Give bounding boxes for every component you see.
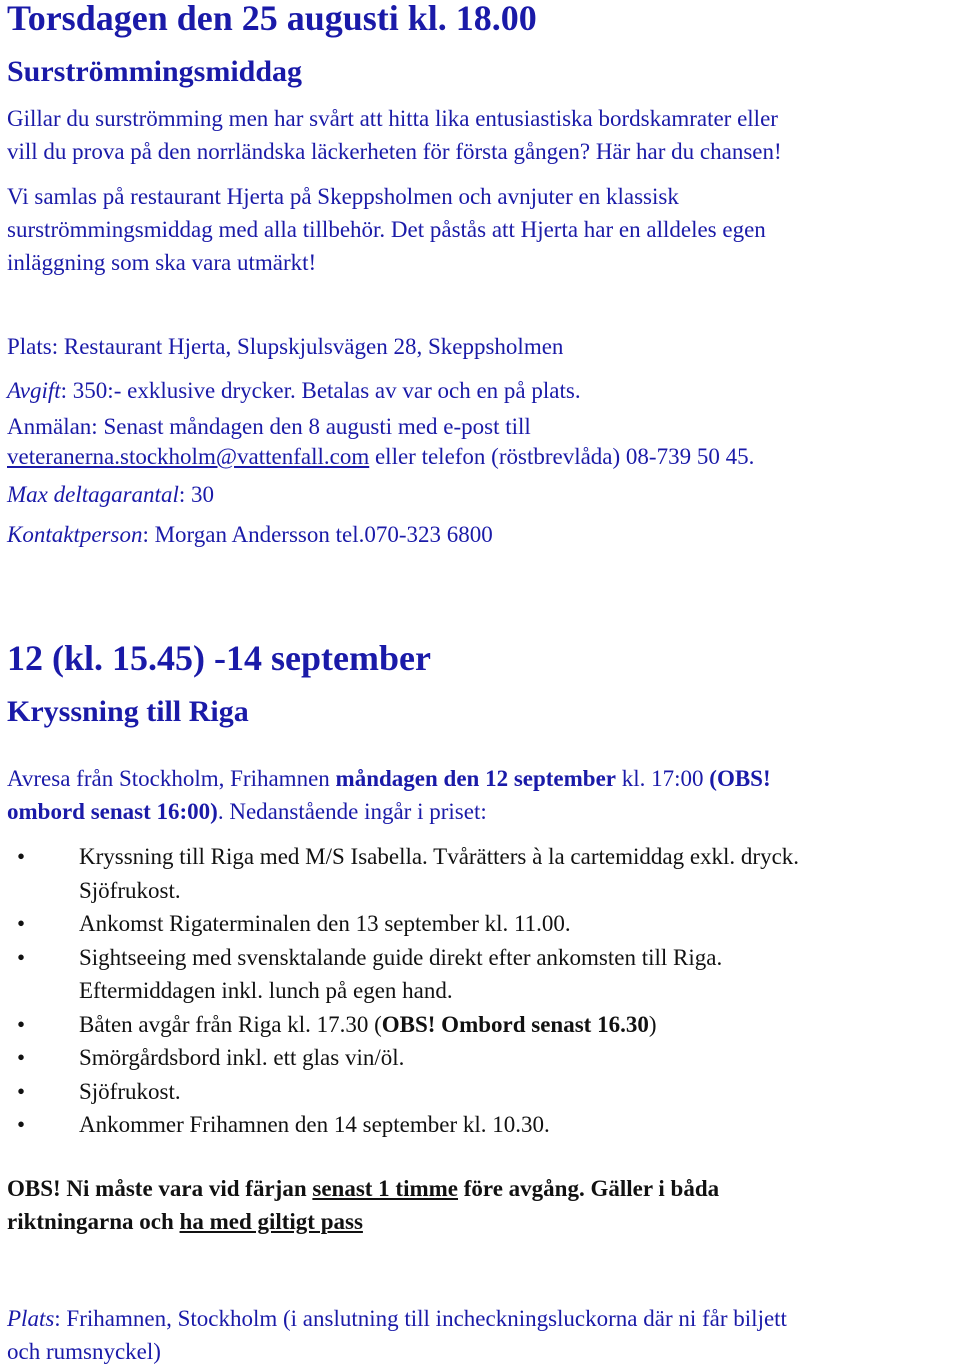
plats-label: Plats: xyxy=(7,334,59,359)
event2-intro xyxy=(7,762,771,828)
anmalan-value: Senast måndagen den 8 augusti med e-post till xyxy=(97,414,531,439)
item-text: Sjöfrukost. xyxy=(79,1078,181,1104)
departure-time: kl. 17:00 xyxy=(616,766,710,791)
item-text: ) xyxy=(648,1011,657,1037)
bullet-icon: • xyxy=(17,844,26,869)
item-text: OBS! Ombord senast 16.30 xyxy=(381,1011,649,1037)
event1-intro xyxy=(7,102,782,168)
warning-emphasis: ha med giltigt pass xyxy=(179,1209,363,1234)
obs-note: (OBS! xyxy=(709,766,771,791)
list-item xyxy=(7,907,957,941)
anmalan-row xyxy=(7,410,754,444)
list-item xyxy=(7,1041,957,1075)
avgift-label: Avgift xyxy=(7,378,61,403)
plats-value: : Frihamnen, Stockholm (i anslutning till incheckningsluckorna där ni får biljett xyxy=(54,1306,787,1331)
event2-location xyxy=(7,1302,787,1368)
location-line xyxy=(7,1302,787,1335)
warning-line xyxy=(7,1172,719,1205)
bullet-icon: • xyxy=(17,1112,26,1137)
plats-row xyxy=(7,330,754,364)
item-text: Smörgårdsbord inkl. ett glas vin/öl. xyxy=(79,1045,405,1070)
contact-row xyxy=(7,440,754,474)
warning-text: före avgång. Gäller i båda xyxy=(458,1176,720,1201)
plats-value: Restaurant Hjerta, Slupskjulsvägen 28, Skeppsholmen xyxy=(58,334,564,359)
intro-text: Avresa från Stockholm, Frihamnen xyxy=(7,766,336,791)
item-text: Båten avgår från Riga kl. 17.30 ( xyxy=(79,1011,382,1037)
event1-title: Surströmmingsmiddag xyxy=(7,55,303,88)
email-link[interactable]: veteranerna.stockholm@vattenfall.com xyxy=(7,444,370,469)
intro-text: . Nedanstående ingår i priset: xyxy=(217,799,487,824)
event1-description xyxy=(7,180,766,279)
location-line: och rumsnyckel) xyxy=(7,1339,161,1364)
avgift-row xyxy=(7,374,754,408)
bullet-icon: • xyxy=(17,1045,26,1070)
event1-date: Torsdagen den 25 augusti kl. 18.00 xyxy=(7,0,537,38)
obs-warning xyxy=(7,1172,719,1238)
plats-label: Plats xyxy=(7,1306,55,1331)
bullet-icon: • xyxy=(17,1078,26,1104)
intro-line xyxy=(7,795,771,828)
item-text: Kryssning till Riga med M/S Isabella. Tvårätters à la cartemiddag exkl. dryck. xyxy=(79,844,800,869)
intro-line: Gillar du surströmming men har svårt att hitta lika entusiastiska bordskamrater eller xyxy=(7,106,778,131)
list-item xyxy=(7,1008,957,1042)
included-list xyxy=(7,840,957,1142)
phone-text: eller telefon (röstbrevlåda) 08-739 50 45. xyxy=(369,444,755,469)
list-item xyxy=(7,1075,957,1109)
item-text: Sjöfrukost. xyxy=(79,877,181,903)
avgift-value: : 350:- exklusive drycker. Betalas av var och en på plats. xyxy=(60,378,581,403)
list-item xyxy=(7,1108,957,1142)
description-line: Vi samlas på restaurant Hjerta på Skeppsholmen och avnjuter en klassisk xyxy=(7,184,679,209)
warning-text: OBS! Ni måste vara vid färjan xyxy=(7,1176,313,1201)
kontakt-value: : Morgan Andersson tel.070-323 6800 xyxy=(142,522,493,547)
event2-title: Kryssning till Riga xyxy=(7,695,249,728)
anmalan-label: Anmälan: xyxy=(7,414,98,439)
list-item xyxy=(7,941,957,1008)
item-text: Eftermiddagen inkl. lunch på egen hand. xyxy=(79,978,453,1003)
warning-text: riktningarna och xyxy=(7,1209,180,1234)
item-text: Ankommer Frihamnen den 14 september kl. 10.30. xyxy=(79,1112,550,1137)
warning-line xyxy=(7,1205,719,1238)
departure-date: måndagen den 12 september xyxy=(335,766,617,791)
item-text: Ankomst Rigaterminalen den 13 september kl. 11.00. xyxy=(79,911,571,936)
description-line: surströmmingsmiddag med alla tillbehör. Det påstås att Hjerta har en alldeles egen xyxy=(7,217,766,242)
kontakt-row xyxy=(7,518,754,552)
item-text: Sightseeing med svensktalande guide direkt efter ankomsten till Riga. xyxy=(79,944,723,970)
bullet-icon: • xyxy=(17,944,26,970)
event2-date: 12 (kl. 15.45) -14 september xyxy=(7,638,431,678)
bullet-icon: • xyxy=(17,1011,26,1037)
description-line: inläggning som ska vara utmärkt! xyxy=(7,250,317,275)
warning-emphasis: senast 1 timme xyxy=(312,1176,459,1201)
max-row xyxy=(7,478,754,512)
bullet-icon: • xyxy=(17,911,26,936)
list-item xyxy=(7,840,957,907)
boarding-note: ombord senast 16:00) xyxy=(7,799,218,824)
max-label: Max deltagarantal xyxy=(7,482,179,507)
intro-line: vill du prova på den norrländska läckerheten för första gången? Här har du chansen! xyxy=(7,139,782,164)
intro-line xyxy=(7,762,771,795)
kontakt-label: Kontaktperson xyxy=(7,522,143,547)
max-value: : 30 xyxy=(178,482,214,507)
event1-details xyxy=(7,330,754,552)
